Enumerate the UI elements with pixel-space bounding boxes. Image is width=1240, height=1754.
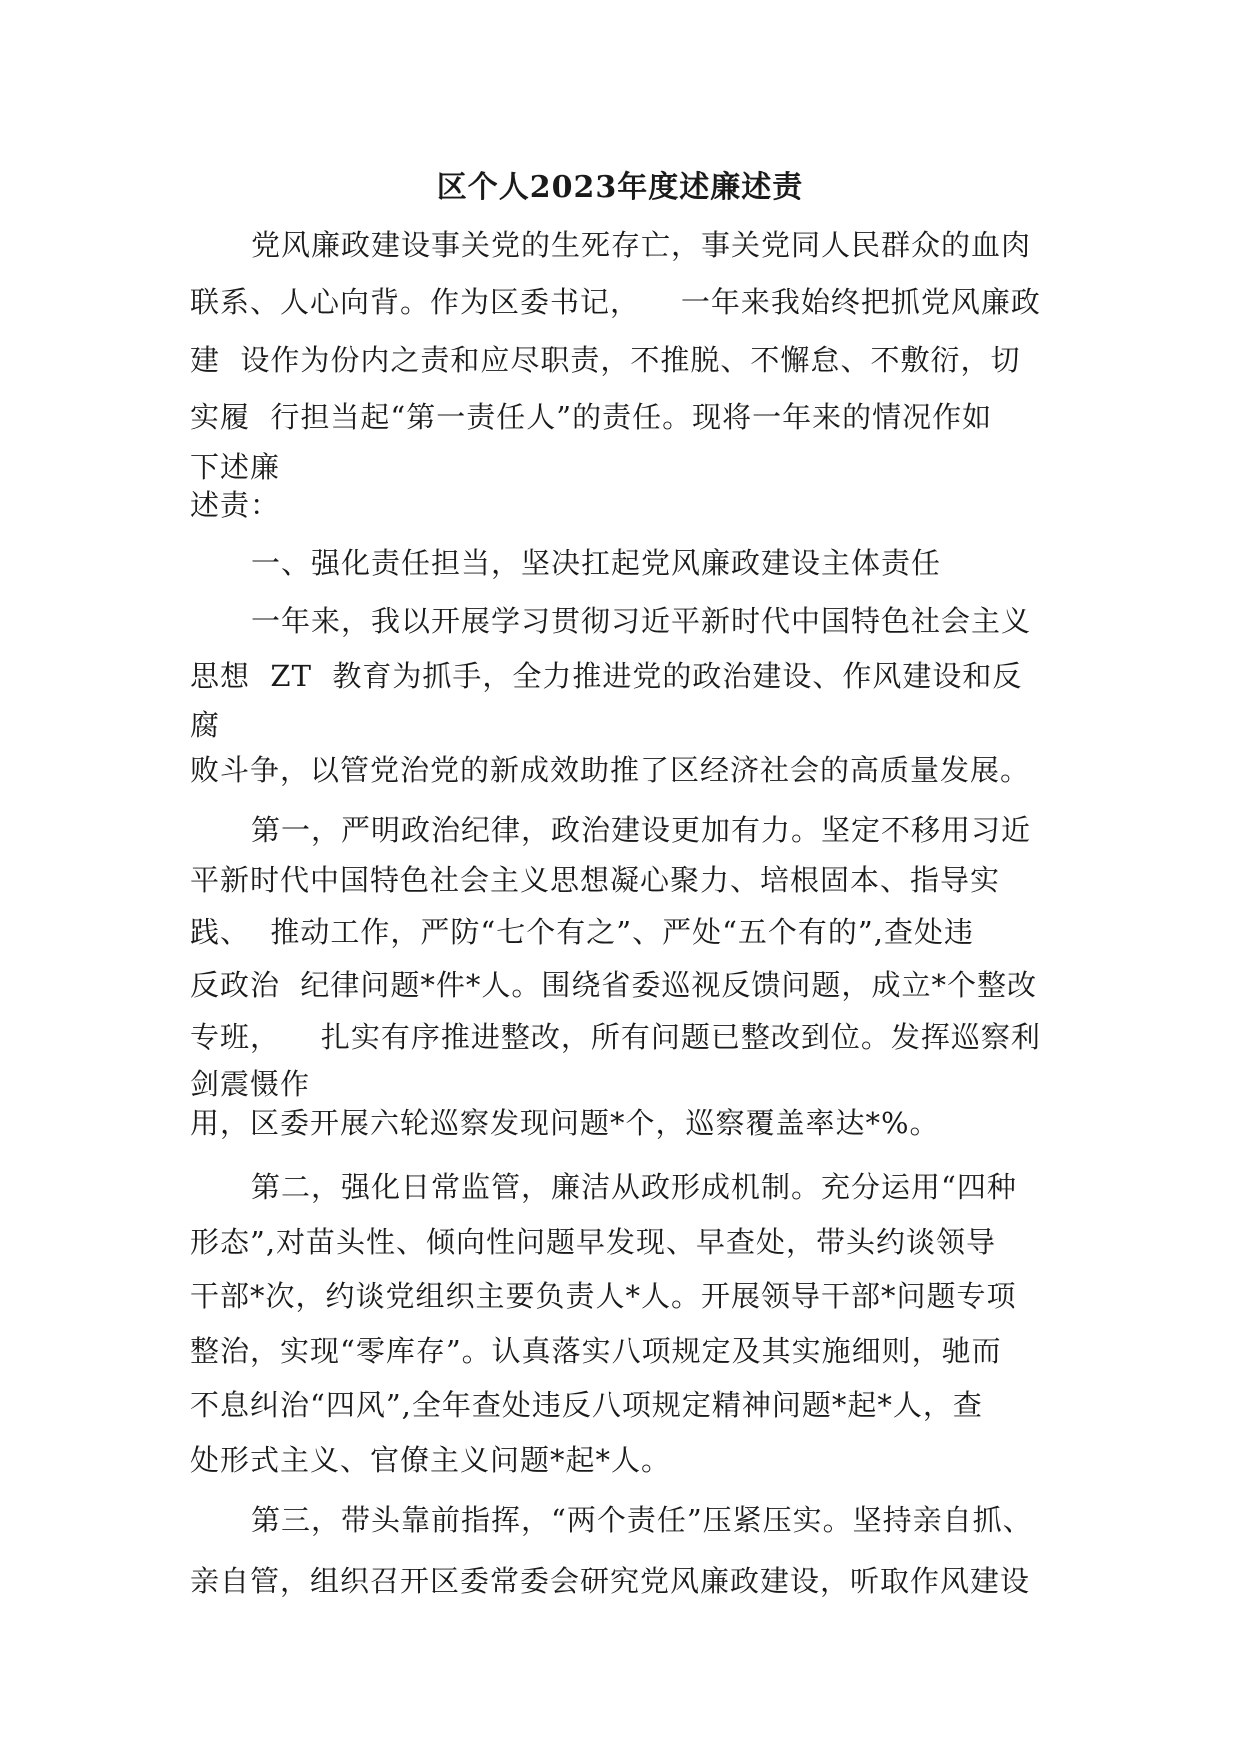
paragraph-line: 腐 [190, 708, 221, 742]
paragraph-line: 平新时代中国特色社会主义思想凝心聚力、培根固本、指导实 [190, 863, 1001, 897]
paragraph-line: 剑震慑作 [190, 1067, 311, 1101]
paragraph-line: 不息纠治“四风”,全年查处违反八项规定精神问题*起*人，查 [190, 1388, 983, 1422]
paragraph-line: 实履 行担当起“第一责任人”的责任。现将一年来的情况作如 [190, 400, 993, 434]
paragraph-line: 亲自管，组织召开区委常委会研究党风廉政建设，听取作风建设 [190, 1564, 1031, 1598]
paragraph-line: 党风廉政建设事关党的生死存亡，事关党同人民群众的血肉 [251, 228, 1032, 262]
document-title: 区个人2023年度述廉述责 [436, 170, 804, 205]
paragraph-line: 第二，强化日常监管，廉洁从政形成机制。充分运用“四种 [251, 1170, 1017, 1204]
paragraph-line: 形态”,对苗头性、倾向性问题早发现、早查处，带头约谈领导 [190, 1225, 997, 1259]
section-heading: 一、强化责任担当，坚决扛起党风廉政建设主体责任 [251, 546, 942, 580]
paragraph-line: 处形式主义、官僚主义问题*起*人。 [190, 1443, 672, 1477]
paragraph-line: 第一，严明政治纪律，政治建设更加有力。坚定不移用习近 [251, 813, 1032, 847]
paragraph-line: 下述廉 [190, 450, 281, 484]
paragraph-line: 一年来，我以开展学习贯彻习近平新时代中国特色社会主义 [251, 604, 1032, 638]
paragraph-line: 思想 ZT 教育为抓手，全力推进党的政治建设、作风建设和反 [190, 659, 1023, 693]
paragraph-line: 建 设作为份内之责和应尽职责，不推脱、不懈怠、不敷衍，切 [190, 343, 1021, 377]
paragraph-line: 专班， 扎实有序推进整改，所有问题已整改到位。发挥巡察利 [190, 1020, 1041, 1054]
paragraph-line: 第三，带头靠前指挥，“两个责任”压紧压实。坚持亲自抓、 [251, 1503, 1033, 1537]
paragraph-line: 用，区委开展六轮巡察发现问题*个，巡察覆盖率达*%。 [190, 1106, 940, 1140]
paragraph-line: 联系、人心向背。作为区委书记， 一年来我始终把抓党风廉政 [190, 285, 1041, 319]
paragraph-line: 述责： [190, 488, 281, 522]
paragraph-line: 干部*次，约谈党组织主要负责人*人。开展领导干部*问题专项 [190, 1279, 1017, 1313]
paragraph-line: 践、 推动工作，严防“七个有之”、严处“五个有的”,查处违 [190, 915, 974, 949]
paragraph-line: 败斗争，以管党治党的新成效助推了区经济社会的高质量发展。 [190, 753, 1031, 787]
paragraph-line: 整治，实现“零库存”。认真落实八项规定及其实施细则，驰而 [190, 1334, 1002, 1368]
paragraph-line: 反政治 纪律问题*件*人。围绕省委巡视反馈问题，成立*个整改 [190, 968, 1037, 1002]
